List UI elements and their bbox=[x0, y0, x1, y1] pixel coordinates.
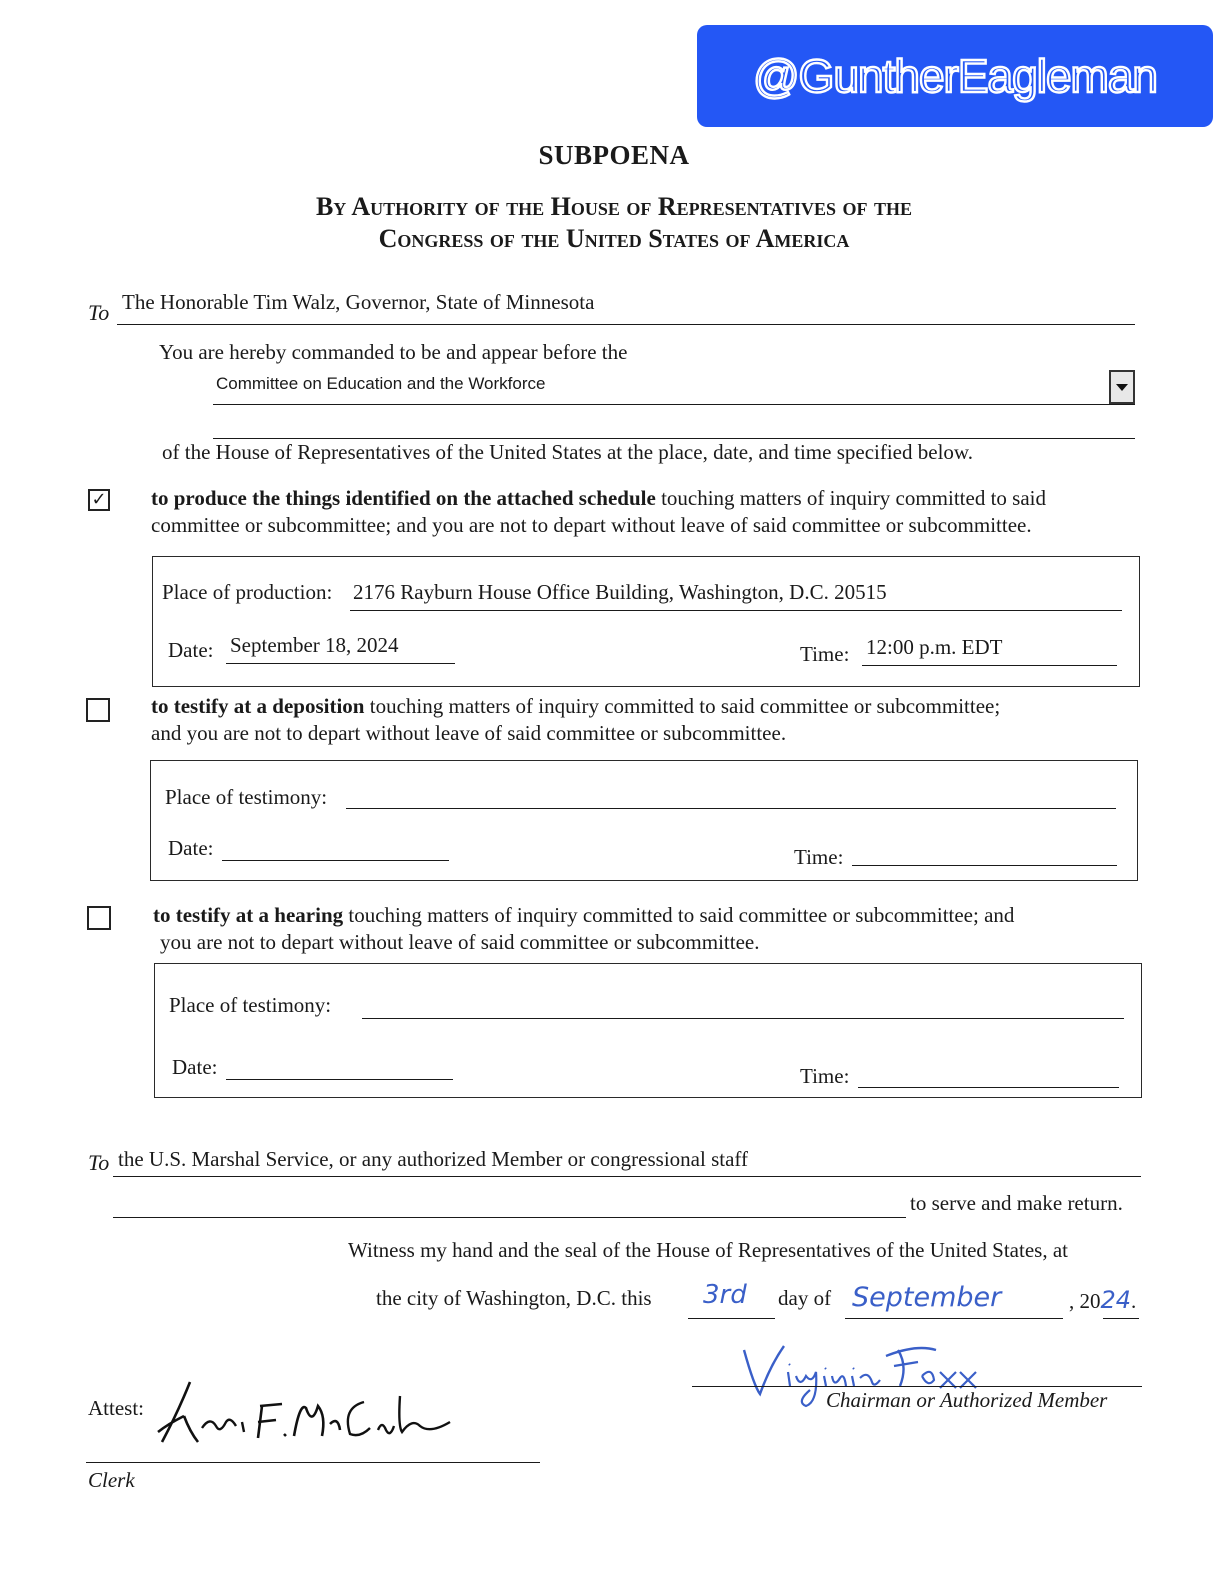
deposition-checkbox[interactable] bbox=[86, 698, 110, 722]
recipient-name: The Honorable Tim Walz, Governor, State of Minnesota bbox=[122, 290, 595, 314]
production-place-label: Place of production: bbox=[162, 580, 333, 604]
chairman-caption: Chairman or Authorized Member bbox=[826, 1388, 1108, 1412]
committee-underline bbox=[213, 404, 1135, 405]
production-box bbox=[152, 556, 1140, 687]
production-time-value[interactable]: 12:00 p.m. EDT bbox=[866, 635, 1003, 659]
witness-month-underline bbox=[845, 1318, 1063, 1319]
production-date-underline bbox=[226, 663, 455, 664]
clerk-signature-line bbox=[86, 1462, 540, 1463]
hearing-date-label: Date: bbox=[172, 1055, 218, 1079]
watermark-handle: @GuntherEagleman bbox=[752, 50, 1158, 102]
hearing-time-label: Time: bbox=[800, 1064, 850, 1088]
command-text: You are hereby commanded to be and appear before the bbox=[159, 340, 628, 364]
watermark-badge bbox=[697, 25, 1213, 127]
witness-year bbox=[1069, 1286, 1136, 1314]
production-time-label: Time: bbox=[800, 642, 850, 666]
deposition-place-label: Place of testimony: bbox=[165, 785, 328, 809]
production-place-underline bbox=[350, 610, 1122, 611]
clerk-caption: Clerk bbox=[88, 1468, 135, 1492]
chairman-signature-line bbox=[692, 1386, 1142, 1387]
witness-year-prefix: , 20 bbox=[1069, 1289, 1101, 1313]
document-title: SUBPOENA bbox=[538, 140, 690, 170]
production-line-2: committee or subcommittee; and you are not to depart without leave of said committee or subcommittee. bbox=[151, 513, 1032, 537]
deposition-box bbox=[150, 760, 1138, 881]
hearing-place-label: Place of testimony: bbox=[169, 993, 332, 1017]
service-underline-2 bbox=[113, 1217, 906, 1218]
production-place-value[interactable]: 2176 Rayburn House Office Building, Washington, D.C. 20515 bbox=[353, 580, 887, 604]
service-to-label: To bbox=[88, 1150, 110, 1175]
production-checkbox[interactable] bbox=[88, 489, 110, 511]
witness-year-underline bbox=[1103, 1318, 1139, 1319]
deposition-bold-text: to testify at a deposition bbox=[151, 694, 365, 718]
authority-line-2: Congress of the United States of America bbox=[378, 224, 850, 253]
to-label: To bbox=[88, 300, 110, 325]
hearing-bold-text: to testify at a hearing bbox=[153, 903, 344, 927]
production-date-label: Date: bbox=[168, 638, 214, 662]
clerk-signature bbox=[150, 1372, 460, 1456]
hearing-line-1 bbox=[153, 903, 1014, 928]
authority-line-1: By Authority of the House of Representatives of the bbox=[315, 192, 913, 221]
service-underline bbox=[113, 1176, 1141, 1177]
hearing-box bbox=[154, 963, 1142, 1098]
production-line-1 bbox=[151, 486, 1046, 511]
check-icon: ✓ bbox=[91, 489, 107, 510]
chevron-down-icon bbox=[1116, 384, 1128, 391]
production-rest-text: touching matters of inquiry committed to said bbox=[655, 486, 1046, 510]
hearing-line-2: you are not to depart without leave of said committee or subcommittee. bbox=[160, 930, 760, 954]
witness-day-of: day of bbox=[778, 1286, 832, 1310]
committee-underline-2 bbox=[213, 438, 1135, 439]
recipient-underline bbox=[117, 324, 1135, 325]
witness-line-1: Witness my hand and the seal of the House of Representatives of the United States, at bbox=[348, 1238, 1068, 1262]
witness-line-2-prefix: the city of Washington, D.C. this bbox=[376, 1286, 652, 1310]
hearing-date-underline[interactable] bbox=[226, 1079, 453, 1080]
service-text: the U.S. Marshal Service, or any authorized Member or congressional staff bbox=[118, 1147, 749, 1171]
deposition-time-underline[interactable] bbox=[852, 865, 1117, 866]
hearing-place-underline[interactable] bbox=[362, 1018, 1124, 1019]
hearing-checkbox[interactable] bbox=[87, 906, 111, 930]
attest-label: Attest: bbox=[88, 1396, 144, 1420]
production-date-value[interactable]: September 18, 2024 bbox=[230, 633, 399, 657]
production-bold-text: to produce the things identified on the attached schedule bbox=[151, 486, 656, 510]
witness-day-value[interactable]: 3rd bbox=[703, 1280, 747, 1310]
hearing-rest-text: touching matters of inquiry committed to said committee or subcommittee; and bbox=[343, 903, 1015, 927]
witness-day-underline bbox=[688, 1318, 775, 1319]
deposition-rest-text: touching matters of inquiry committed to said committee or subcommittee; bbox=[364, 694, 1001, 718]
hearing-time-underline[interactable] bbox=[858, 1087, 1119, 1088]
committee-select-value[interactable]: Committee on Education and the Workforce bbox=[216, 374, 546, 393]
deposition-place-underline[interactable] bbox=[346, 808, 1116, 809]
deposition-line-1 bbox=[151, 694, 1000, 719]
deposition-date-label: Date: bbox=[168, 836, 214, 860]
deposition-time-label: Time: bbox=[794, 845, 844, 869]
witness-year-suffix: . bbox=[1131, 1289, 1137, 1313]
deposition-date-underline[interactable] bbox=[222, 860, 449, 861]
witness-month-value[interactable]: September bbox=[852, 1282, 1002, 1313]
committee-dropdown-button[interactable] bbox=[1109, 370, 1135, 404]
of-house-text: of the House of Representatives of the United States at the place, date, and time specified below. bbox=[162, 440, 973, 464]
production-time-underline bbox=[862, 665, 1117, 666]
serve-text: to serve and make return. bbox=[910, 1191, 1123, 1215]
deposition-line-2: and you are not to depart without leave of said committee or subcommittee. bbox=[151, 721, 787, 745]
witness-year-value[interactable]: 24 bbox=[1100, 1286, 1132, 1314]
